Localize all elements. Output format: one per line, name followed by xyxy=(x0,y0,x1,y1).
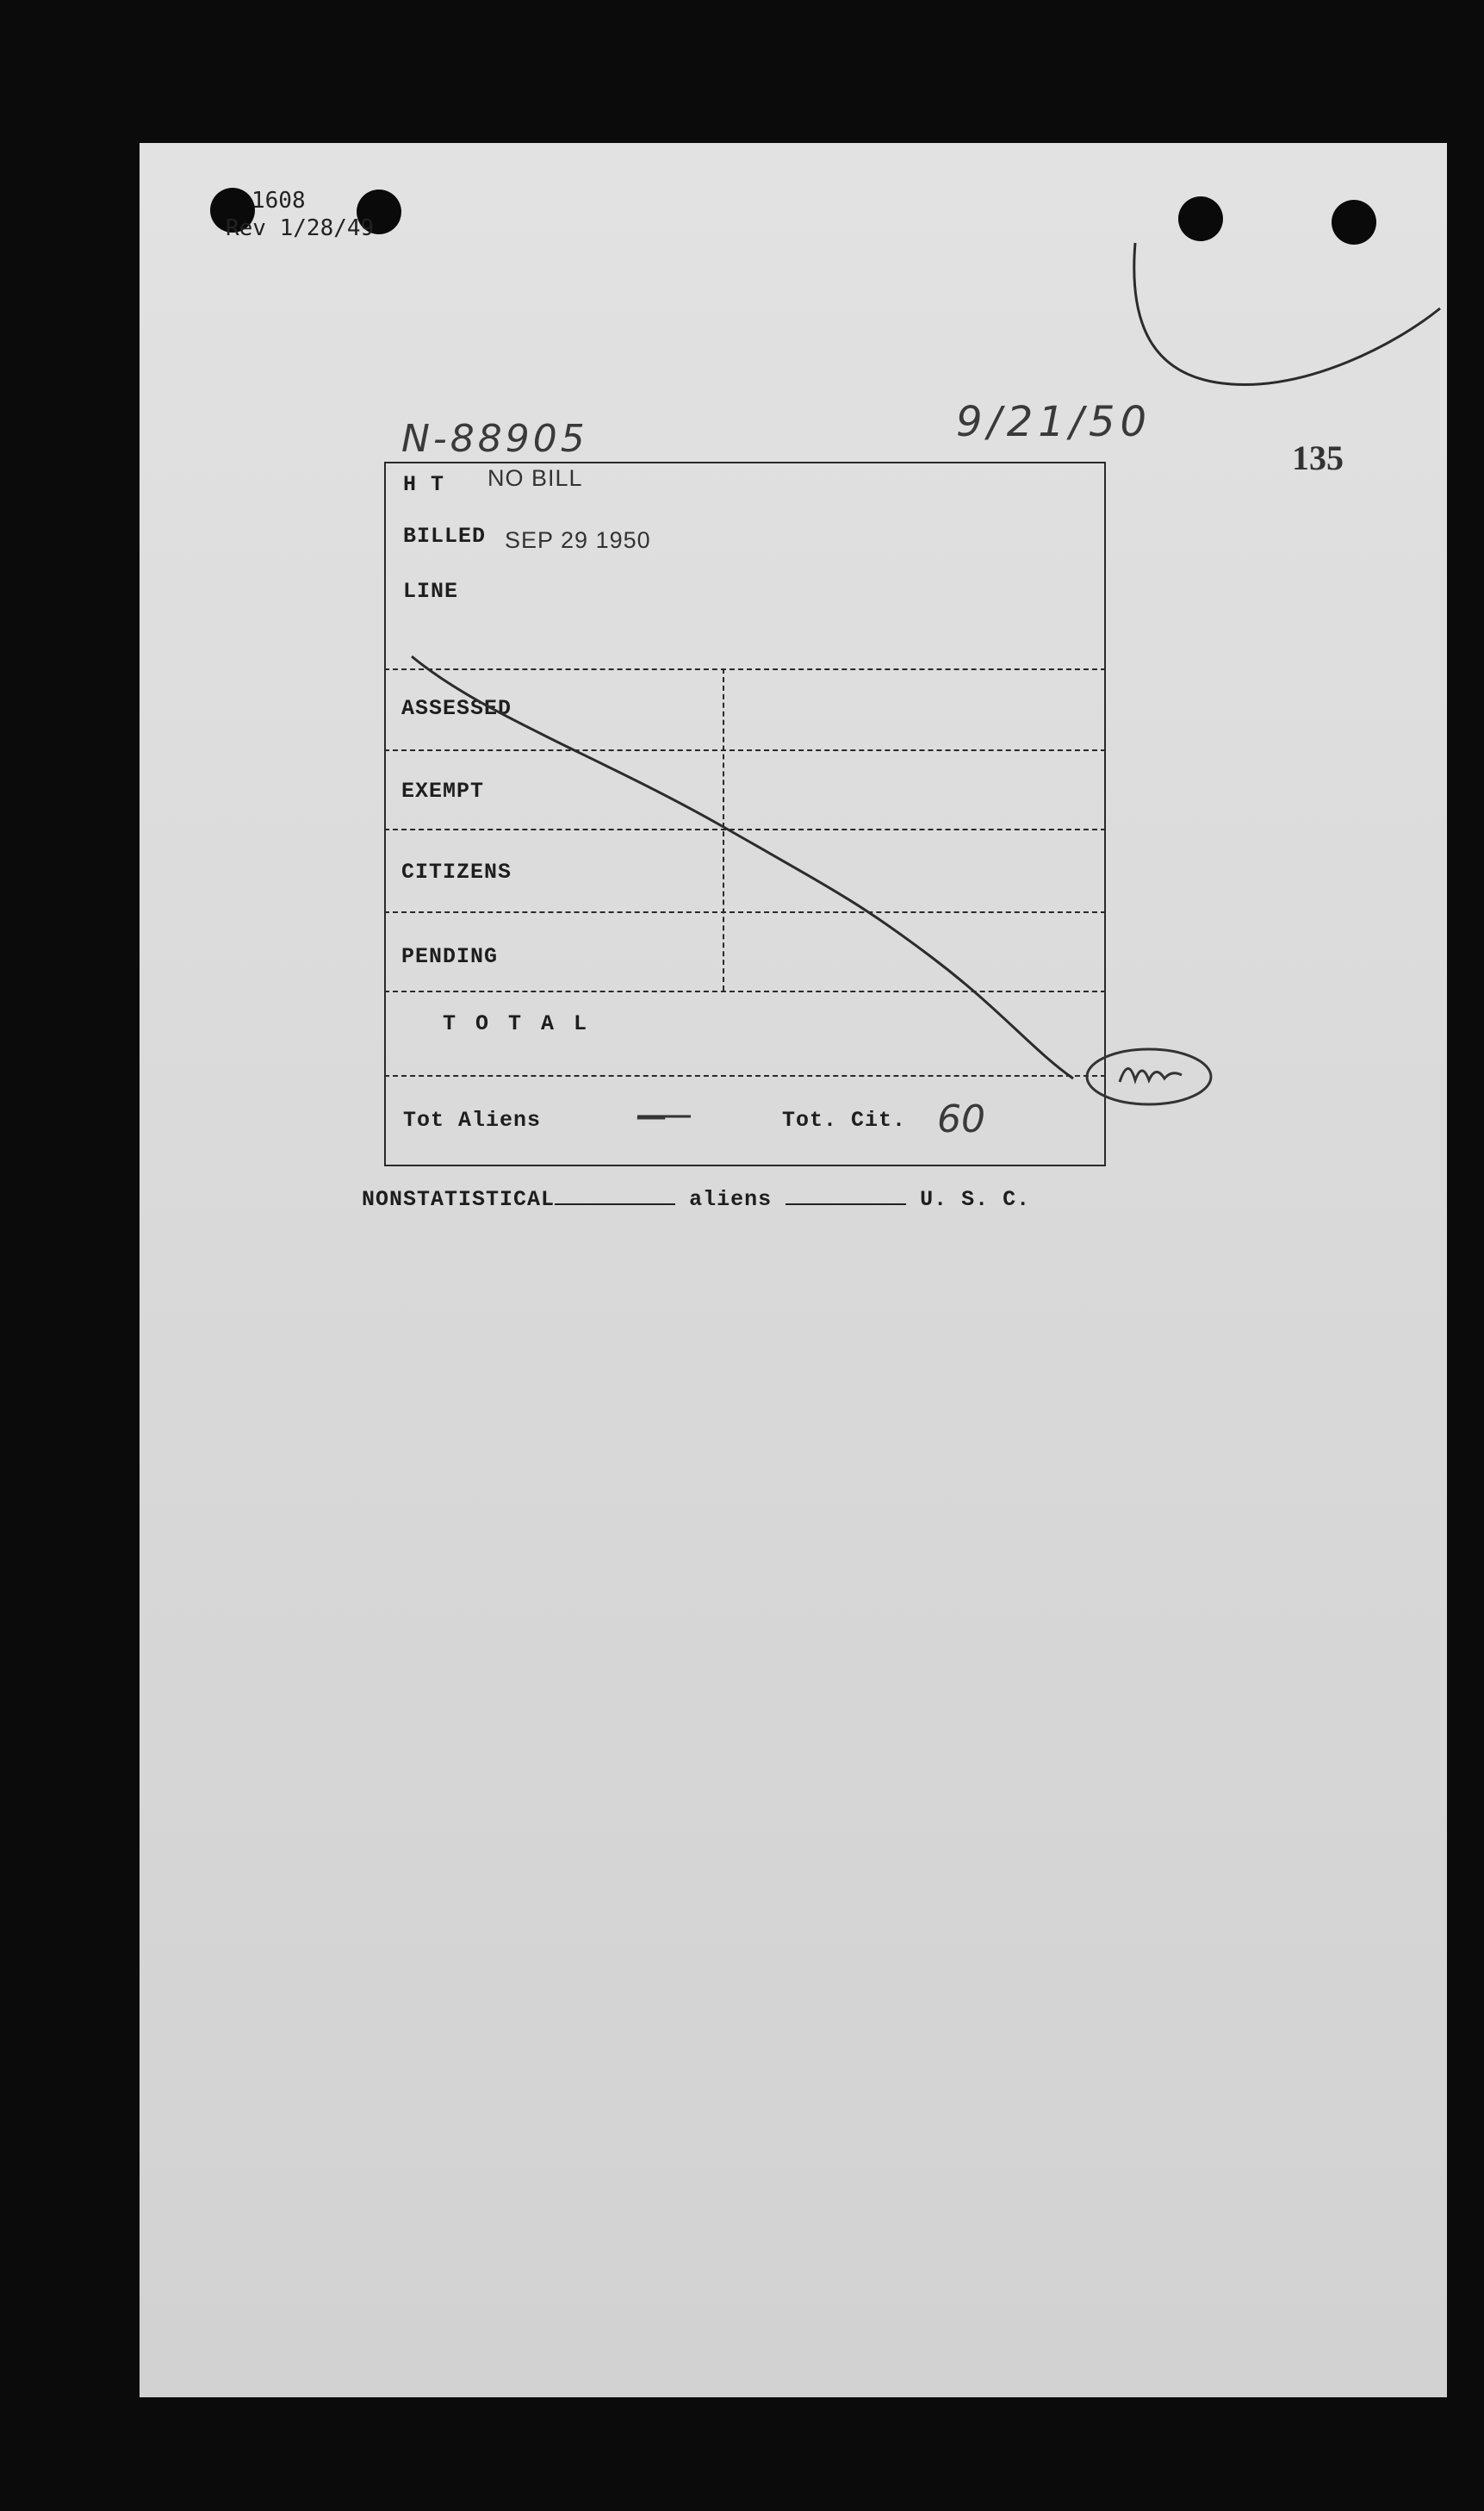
total-label: T O T A L xyxy=(443,1011,591,1036)
initials-scribble xyxy=(1120,1068,1182,1082)
line-label: LINE xyxy=(403,579,459,604)
corner-curve xyxy=(1134,243,1440,384)
aliens-label: aliens xyxy=(689,1187,773,1212)
ht-label: H T xyxy=(403,472,445,497)
ht-stamp: NO BILL xyxy=(487,465,583,491)
tot-cit-label: Tot. Cit. xyxy=(782,1108,907,1133)
page-number: 135 xyxy=(1292,438,1344,477)
billed-label: BILLED xyxy=(403,524,487,549)
row-label-exempt: EXEMPT xyxy=(401,779,485,804)
row-label-pending: PENDING xyxy=(401,944,499,969)
cancel-stroke xyxy=(412,656,1073,1078)
file-number: N-88905 xyxy=(401,417,588,461)
handwritten-date: 9/21/50 xyxy=(956,398,1152,446)
nonstatistical-label: NONSTATISTICAL xyxy=(362,1187,556,1212)
tot-aliens-label: Tot Aliens xyxy=(403,1108,542,1133)
row-label-citizens: CITIZENS xyxy=(401,860,512,885)
tot-cit-value: 60 xyxy=(937,1097,985,1141)
form-number: 1608 xyxy=(251,188,306,214)
usc-label: U. S. C. xyxy=(920,1187,1031,1212)
billed-date-stamp: SEP 29 1950 xyxy=(505,527,651,553)
form-revision: Rev 1/28/49 xyxy=(226,215,375,241)
tot-aliens-value: — xyxy=(636,1099,667,1134)
row-label-assessed: ASSESSED xyxy=(401,696,512,721)
